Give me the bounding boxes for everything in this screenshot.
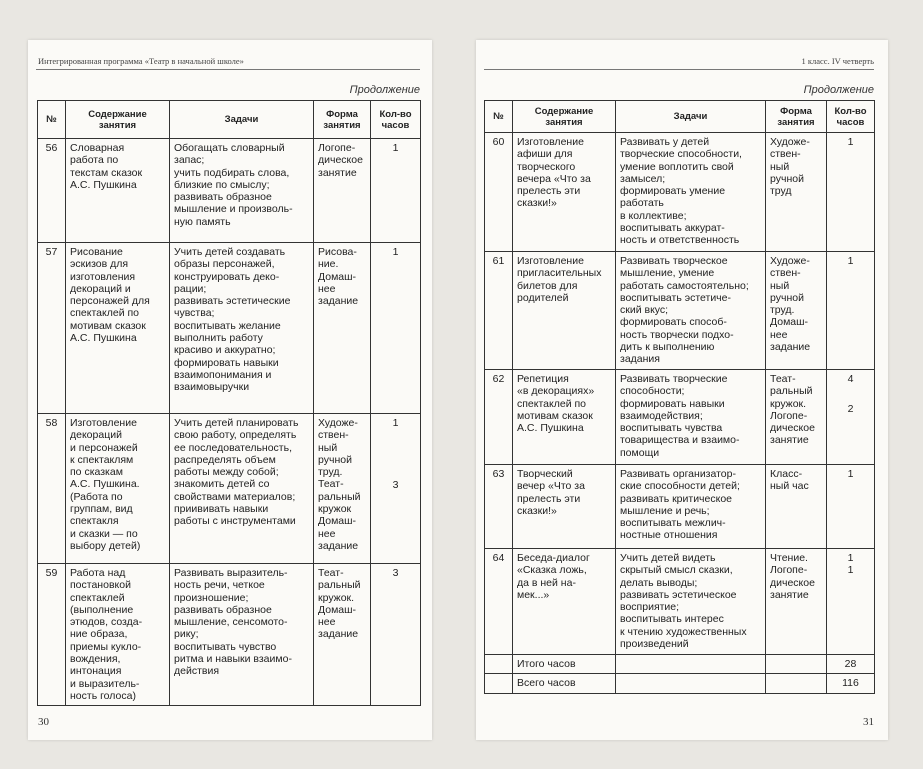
row-hours	[827, 133, 875, 252]
row-form: Теат- ральный кружок. Домаш- нее задание	[314, 564, 371, 706]
table-header-row	[485, 101, 875, 133]
row-form: Рисова- ние. Домаш- нее задание	[314, 243, 371, 414]
hours-value-second: 3	[392, 479, 399, 492]
row-number: 61	[485, 252, 513, 370]
row-content: Рисование эскизов для изготовления декораций и персонажей для спектаклей по мотивам сказок А.С. Пушкина	[66, 243, 170, 414]
total-row	[485, 655, 875, 674]
continuation-label: Продолжение	[803, 84, 874, 96]
total-row	[485, 674, 875, 693]
hours-value: 1	[847, 468, 854, 480]
row-tasks: Обогащать словарный запас; учить подбирать слова, близкие по смыслу; развивать образное мышление и произволь- ную память	[170, 139, 314, 243]
row-form: Теат- ральный кружок. Логопе- дическое занятие	[766, 370, 827, 465]
total-value: 116	[827, 674, 875, 693]
row-form: Художе- ствен- ный ручной труд. Домаш- нее задание	[766, 252, 827, 370]
row-tasks: Развивать организатор- ские способности детей; развивать критическое мышление и речь; воспитывать межлич- ностные отношения	[616, 465, 766, 549]
table-row	[485, 133, 875, 252]
row-tasks: Развивать выразитель- ность речи, четкое произношение; развивать образное мышление, сенсомото- рику; воспитывать чувство ритма и навыки взаимо- действия	[170, 564, 314, 706]
total-label: Всего часов	[513, 674, 616, 693]
lesson-table	[484, 100, 875, 694]
row-hours	[371, 414, 421, 564]
row-number: 62	[485, 370, 513, 465]
row-tasks: Учить детей планировать свою работу, определять ее последовательность, распределять объем работы между собой; знакомить детей со свойствами материалов; приививать навыки работы с инструментами	[170, 414, 314, 564]
row-content: Репетиция «в декорациях» спектаклей по мотивам сказок А.С. Пушкина	[513, 370, 616, 465]
row-form: Класс- ный час	[766, 465, 827, 549]
header-rule	[36, 69, 420, 70]
row-content: Словарная работа по текстам сказок А.С. Пушкина	[66, 139, 170, 243]
row-number: 59	[38, 564, 66, 706]
hours-value: 1	[847, 136, 854, 148]
total-label: Итого часов	[513, 655, 616, 674]
row-hours	[827, 465, 875, 549]
row-tasks: Учить детей создавать образы персонажей, конструировать деко- рации; развивать эстетические чувства; воспитывать желание выполнить работу красиво и аккуратно; формировать навыки взаимопонимания и взаимовыручки	[170, 243, 314, 414]
header-tasks: Задачи	[170, 101, 314, 139]
header-hours: Кол-во часов	[371, 101, 421, 139]
table-row	[38, 243, 421, 414]
total-value: 28	[827, 655, 875, 674]
page-number: 31	[863, 716, 874, 728]
hours-value: 1	[392, 246, 399, 258]
header-rule	[484, 69, 874, 70]
table-row	[485, 252, 875, 370]
row-hours	[827, 370, 875, 465]
continuation-label: Продолжение	[349, 84, 420, 96]
row-content: Изготовление афиши для творческого вечера «Что за прелесть эти сказки!»	[513, 133, 616, 252]
row-number: 63	[485, 465, 513, 549]
row-hours	[827, 252, 875, 370]
row-content: Работа над постановкой спектаклей (выполнение этюдов, созда- ние образа, приемы кукло- вождения, интонация и выразитель- ность голоса)	[66, 564, 170, 706]
row-hours	[371, 139, 421, 243]
running-head: Интегрированная программа «Театр в начальной школе»	[38, 56, 244, 66]
header-content: Содержание занятия	[66, 101, 170, 139]
row-number: 58	[38, 414, 66, 564]
row-content: Изготовление декораций и персонажей к спектаклям по сказкам А.С. Пушкина. (Работа по группам, вид спектакля и сказки — по выбору детей)	[66, 414, 170, 564]
table-header-row	[38, 101, 421, 139]
row-tasks: Развивать творческие способности; формировать навыки взаимодействия; воспитывать чувства товарищества и взаимо- помощи	[616, 370, 766, 465]
row-hours	[371, 243, 421, 414]
header-content: Содержание занятия	[513, 101, 616, 133]
row-form: Логопе- дическое занятие	[314, 139, 371, 243]
left-page	[28, 40, 432, 740]
table-row	[38, 414, 421, 564]
hours-value: 1	[847, 255, 854, 267]
hours-value-second: 2	[847, 403, 854, 416]
header-number: №	[38, 101, 66, 139]
running-head: 1 класс. IV четверть	[801, 56, 874, 66]
row-number: 60	[485, 133, 513, 252]
table-row	[38, 139, 421, 243]
header-form: Форма занятия	[766, 101, 827, 133]
row-number: 57	[38, 243, 66, 414]
header-hours: Кол-во часов	[827, 101, 875, 133]
header-form: Форма занятия	[314, 101, 371, 139]
row-hours	[371, 564, 421, 706]
table-row	[485, 465, 875, 549]
row-content: Беседа-диалог «Сказка ложь, да в ней на- мек...»	[513, 549, 616, 655]
row-content: Изготовление пригласительных билетов для родителей	[513, 252, 616, 370]
hours-value: 3	[392, 567, 399, 579]
row-form: Художе- ствен- ный ручной труд. Теат- ральный кружок Домаш- нее задание	[314, 414, 371, 564]
row-tasks: Развивать творческое мышление, умение работать самостоятельно; воспитывать эстетиче- ский вкус; формировать способ- ность творчески подхо- дить к выполнению задания	[616, 252, 766, 370]
right-page	[476, 40, 888, 740]
table-row	[38, 564, 421, 706]
lesson-table	[37, 100, 421, 706]
row-tasks: Учить детей видеть скрытый смысл сказки, делать выводы; развивать эстетическое восприятие; воспитывать интерес к чтению художественных произведений	[616, 549, 766, 655]
row-form: Художе- ствен- ный ручной труд	[766, 133, 827, 252]
page-number: 30	[38, 716, 49, 728]
header-tasks: Задачи	[616, 101, 766, 133]
hours-value: 4	[847, 373, 854, 385]
row-number: 64	[485, 549, 513, 655]
row-content: Творческий вечер «Что за прелесть эти сказки!»	[513, 465, 616, 549]
header-number: №	[485, 101, 513, 133]
row-number: 56	[38, 139, 66, 243]
row-form: Чтение. Логопе- дическое занятие	[766, 549, 827, 655]
hours-value: 1	[392, 417, 399, 429]
row-tasks: Развивать у детей творческие способности, умение воплотить свой замысел; формировать умение работать в коллективе; воспитывать аккурат- ность и ответственность	[616, 133, 766, 252]
table-row	[485, 549, 875, 655]
table-row	[485, 370, 875, 465]
row-hours: 1 1	[827, 549, 875, 655]
hours-value: 1	[392, 142, 399, 154]
